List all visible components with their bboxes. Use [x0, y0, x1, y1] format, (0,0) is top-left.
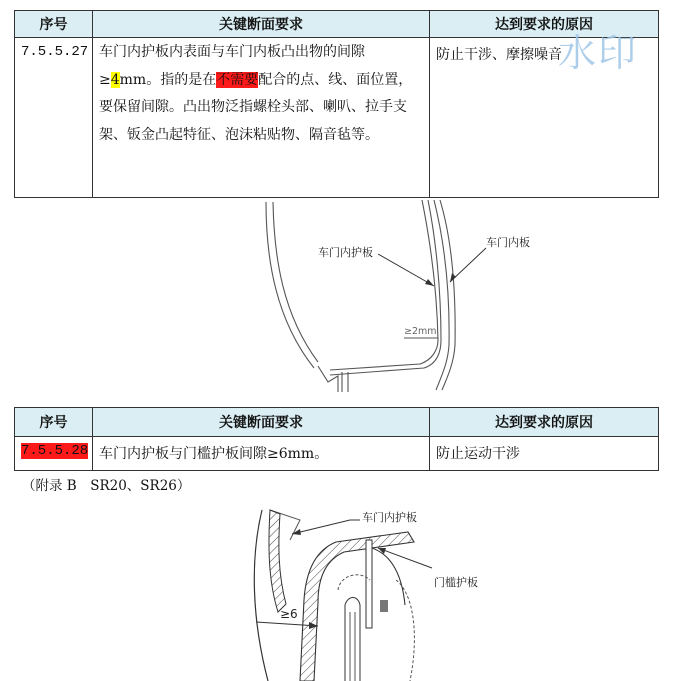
gap-label-2mm: ≥2mm — [404, 326, 437, 337]
leader-sill — [378, 548, 432, 568]
dashed-contour — [338, 575, 370, 590]
requirement-text-1: 车门内护板内表面与车门内板凸出物的间隙≥ — [99, 44, 365, 88]
requirement-text-3: 配合的点、线、面位置，要保留间隙。凸出物泛指螺栓头部、喇叭、拉手支架、钣金凸起特征、泡沫粘贴物、隔音毡等。 — [99, 71, 413, 143]
label-door-trim: 车门内护板 — [362, 511, 417, 524]
outer-contour — [254, 510, 268, 681]
label-door-inner: 车门内板 — [486, 236, 530, 249]
appendix-note: （附录 B SR20、SR26） — [22, 478, 191, 494]
watermark: 水印 — [558, 31, 639, 75]
sill-flange — [345, 598, 360, 681]
label-door-trim: 车门内护板 — [318, 246, 373, 259]
highlight-red: 不需要 — [216, 71, 259, 88]
label-sill-trim: 门槛护板 — [434, 576, 478, 589]
header-requirement: 关键断面要求 — [93, 408, 430, 437]
highlight-red: 7.5.5.28 — [21, 443, 89, 459]
header-number: 序号 — [15, 408, 93, 437]
arrow-trim — [292, 529, 301, 535]
requirement-text-2: mm。指的是在 — [119, 71, 217, 88]
leader-trim — [292, 520, 350, 534]
row-requirement: 车门内护板与门槛护板间隙≥6mm。 — [93, 437, 430, 471]
row-reason: 防止干涉、摩擦噪音 — [430, 38, 659, 198]
header-number: 序号 — [15, 11, 93, 38]
gap-label-6: ≥6 — [280, 607, 298, 621]
hatched-edge — [269, 510, 286, 612]
sill-flange-2 — [350, 612, 355, 681]
header-reason: 达到要求的原因 — [430, 11, 659, 38]
door-trim-hatched — [300, 532, 414, 681]
dashed-contour-2 — [396, 580, 414, 681]
row-number: 7.5.5.27 — [15, 38, 93, 198]
header-requirement: 关键断面要求 — [93, 11, 430, 38]
header-reason: 达到要求的原因 — [430, 408, 659, 437]
row-reason: 防止运动干涉 — [430, 437, 659, 471]
clip — [380, 600, 388, 612]
highlight-yellow: 4 — [110, 71, 120, 88]
sill-trim — [366, 540, 372, 628]
